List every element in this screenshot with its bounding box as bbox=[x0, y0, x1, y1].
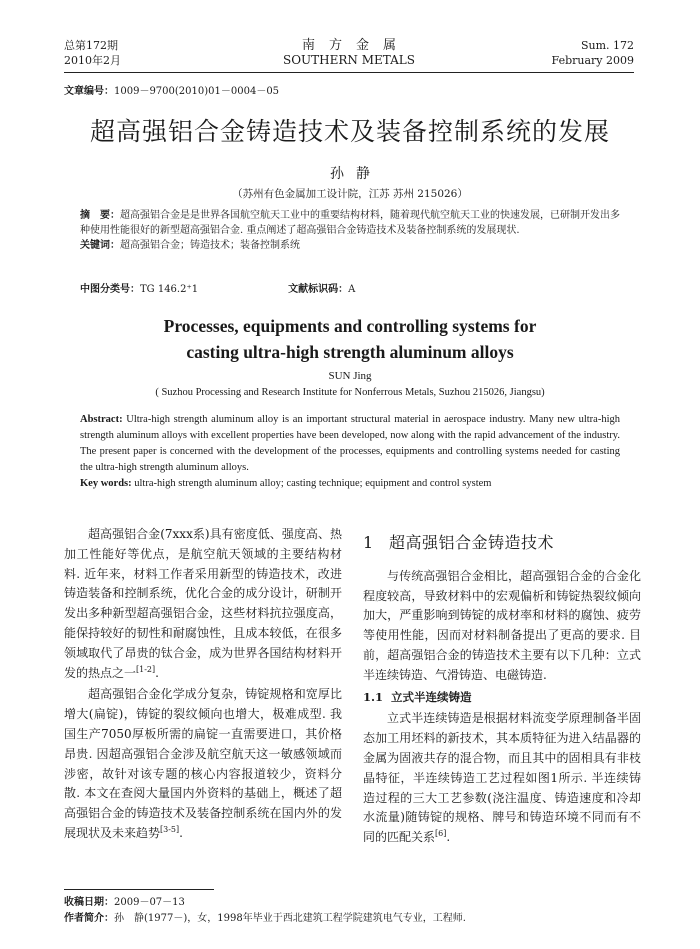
section-1-heading bbox=[363, 533, 641, 553]
author-en: SUN Jing bbox=[328, 370, 372, 382]
abstract-cn-text: 超高强铝合金是是世界各国航空航天工业中的重要结构材料，随着现代航空航天工业的快速发展，已研制开发出多种使用性能很好的新型超高强铝合金. 重点阐述了超高强铝合金铸造技术及装备控制系统的发展现状. bbox=[80, 210, 620, 236]
citation-1-2: [1-2] bbox=[136, 664, 156, 674]
bio-label: 作者简介： bbox=[64, 913, 114, 924]
author-cn: 孙静 bbox=[330, 166, 382, 182]
keywords-cn bbox=[80, 238, 620, 253]
subsection-1-1-number: 1.1 bbox=[363, 689, 384, 704]
citation-3-5: [3-5] bbox=[160, 824, 180, 834]
header-right bbox=[552, 38, 634, 68]
keywords-en-label: Key words: bbox=[80, 478, 132, 489]
doc-code-label: 文献标识码： bbox=[288, 284, 349, 295]
affiliation-en: ( Suzhou Processing and Research Institute for Nonferrous Metals, Suzhou 215026, Jiangsu) bbox=[155, 387, 545, 398]
received-value: 2009－07－13 bbox=[114, 897, 185, 908]
abstract-cn-label: 摘 要： bbox=[80, 210, 120, 221]
intro-paragraph-1 bbox=[64, 525, 342, 683]
issue-cn: 总第172期 bbox=[64, 39, 118, 52]
author-bio bbox=[64, 912, 466, 926]
abstract-cn-block bbox=[80, 208, 620, 253]
article-number bbox=[64, 82, 279, 97]
footnote-rule bbox=[64, 889, 214, 890]
classification-row bbox=[80, 280, 355, 295]
doc-code-value: A bbox=[348, 284, 356, 295]
abstract-cn bbox=[80, 208, 620, 238]
article-number-value: 1009－9700(2010)01－0004－05 bbox=[114, 86, 280, 97]
bio-text: 孙 静(1977－)，女，1998年毕业于西北建筑工程学院建筑电气专业，工程师. bbox=[114, 913, 466, 924]
body-right-column bbox=[363, 525, 641, 848]
date-en: February 2009 bbox=[551, 54, 634, 67]
sum-number: Sum. 172 bbox=[580, 39, 634, 52]
article-number-label: 文章编号： bbox=[64, 86, 114, 97]
subsection-1-1-title: 立式半连续铸造 bbox=[391, 689, 472, 704]
intro-p1-text: 超高强铝合金(7xxx系)具有密度低、强度高、热加工性能好等优点，是航空航天领域的主要结构材料. 近年来，材料工作者采用新型的铸造技术，改进铸造装备和控制系统，优化合金的成分设计，研制开发出多种新型超高强铝合金，这些材料抗拉强度高，能保持较好的韧性和耐腐蚀性，且成本较低，在很多领域取代了昂贵的钛合金，成为世界各国结构材料开发的热点之一 bbox=[64, 527, 342, 680]
abstract-en-block bbox=[80, 412, 620, 492]
intro-p1-end: . bbox=[155, 665, 159, 680]
intro-p2-end: . bbox=[179, 825, 183, 840]
running-header bbox=[64, 38, 634, 70]
clc-label: 中图分类号： bbox=[80, 284, 140, 295]
header-center bbox=[64, 38, 634, 68]
received-label: 收稿日期： bbox=[64, 897, 114, 908]
header-rule bbox=[64, 72, 634, 73]
section-1-title: 超高强铝合金铸造技术 bbox=[389, 533, 555, 552]
title-cn: 超高强铝合金铸造技术及装备控制系统的发展 bbox=[89, 117, 610, 146]
keywords-en-text: ultra-high strength aluminum alloy; casting technique; equipment and control system bbox=[131, 478, 492, 489]
title-en bbox=[0, 313, 700, 365]
clc-value: TG 146.2⁺1 bbox=[140, 284, 199, 295]
keywords-en bbox=[80, 476, 620, 492]
abstract-en-text: Ultra-high strength aluminum alloy is an important structural material in aerospace industry. Many new ultra-high strength aluminum alloys with excellent properties have been developed, now along with the rapid advancement of the industry. The present paper is concerned with the development of the processes, equipments and controlling systems needed for casting the ultra-high strength aluminum alloys. bbox=[80, 414, 620, 473]
title-en-line2: casting ultra-high strength aluminum alloys bbox=[186, 342, 514, 362]
body-left-column bbox=[64, 525, 342, 844]
subsection-1-1-heading bbox=[363, 688, 641, 708]
section-1-paragraph: 与传统高强铝合金相比，超高强铝合金的合金化程度较高，导致材料中的宏观偏析和铸锭热裂纹倾向加大，严重影响到铸锭的成材率和材料的腐蚀、疲劳等使用性能，因而对材料制备提出了更高的要求. 目前，超高强铝合金的铸造技术主要有以下几种：立式半连续铸造、气滑铸造、电磁铸造. bbox=[363, 568, 641, 682]
date-cn: 2010年2月 bbox=[64, 54, 121, 67]
abstract-en bbox=[80, 412, 620, 476]
abstract-en-label: Abstract: bbox=[80, 414, 123, 425]
affiliation-cn: （苏州有色金属加工设计院，江苏 苏州 215026） bbox=[232, 188, 468, 200]
keywords-cn-label: 关键词： bbox=[80, 240, 120, 251]
journal-name-en: SOUTHERN METALS bbox=[283, 53, 415, 67]
section-1-number: 1 bbox=[363, 533, 374, 552]
subsection-1-1-paragraph bbox=[363, 709, 641, 848]
sub1-p-text: 立式半连续铸造是根据材料流变学原理制备半固态加工用坯料的新技术，其本质特征为进入结晶器的金属为固液共存的混合物，而且其中的固相具有非枝晶特征，半连续铸造工艺过程如图1所示. 半连续铸造过程的三大工艺参数(浇注温度、铸造速度和冷却水流量)随铸锭的规格、牌号和铸造环境不同而有不同的匹配关系 bbox=[363, 711, 641, 845]
title-en-line1: Processes, equipments and controlling systems for bbox=[163, 316, 537, 336]
keywords-cn-text: 超高强铝合金；铸造技术；装备控制系统 bbox=[120, 240, 300, 251]
intro-p2-text: 超高强铝合金化学成分复杂，铸锭规格和宽厚比增大(扁锭)，铸锭的裂纹倾向也增大，极难成型. 我国生产7050厚板所需的扁锭一直需要进口，其价格昂贵. 因超高强铝合金涉及航空航天这一敏感领域而涉密，故针对该专题的核心内容报道较少，资料分散. 本文在查阅大量国内外资料的基础上，概述了超高强铝合金的铸造技术及装备控制系统在国内外的发展现状及未来趋势 bbox=[64, 687, 342, 840]
journal-name-cn: 南方金属 bbox=[301, 38, 410, 53]
intro-paragraph-2 bbox=[64, 685, 342, 843]
citation-6: [6] bbox=[435, 829, 447, 839]
received-date bbox=[64, 896, 185, 910]
sub1-p-end: . bbox=[446, 830, 451, 845]
